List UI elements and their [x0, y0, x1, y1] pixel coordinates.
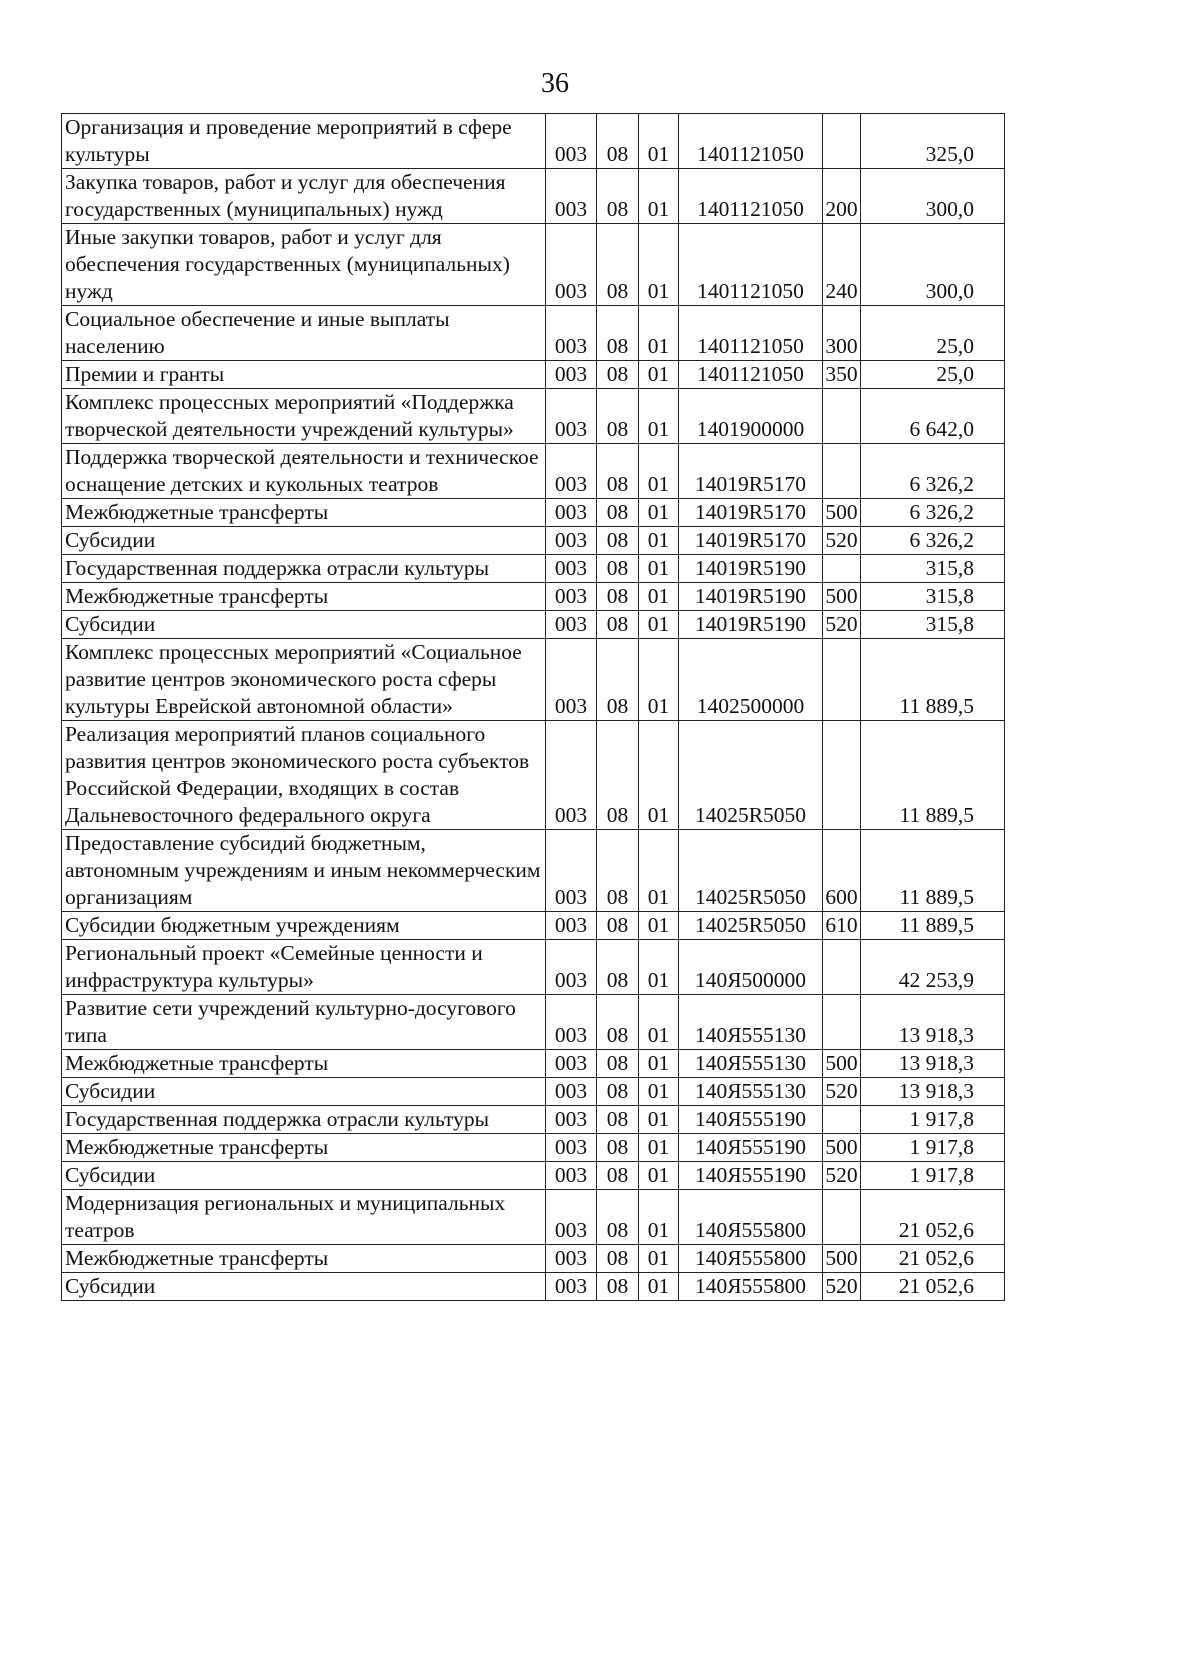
subsection-code-cell: 01	[639, 1134, 679, 1162]
amount-cell: 1 917,8	[861, 1162, 1005, 1190]
table-row	[62, 169, 1005, 224]
table-row	[62, 527, 1005, 555]
section-code-cell: 08	[597, 527, 639, 555]
subsection-code-cell: 01	[639, 389, 679, 444]
section-code-cell: 08	[597, 444, 639, 499]
subsection-code-cell: 01	[639, 1050, 679, 1078]
ministry-code-cell: 003	[546, 169, 597, 224]
subsection-code-cell: 01	[639, 1106, 679, 1134]
subsection-code-cell: 01	[639, 114, 679, 169]
target-article-cell: 140Я555130	[679, 1050, 823, 1078]
subsection-code-cell: 01	[639, 1162, 679, 1190]
expense-type-cell	[823, 555, 861, 583]
target-article-cell: 14025R5050	[679, 912, 823, 940]
target-article-cell: 14025R5050	[679, 721, 823, 830]
row-name-cell: Межбюджетные трансферты	[62, 1050, 546, 1078]
section-code-cell: 08	[597, 830, 639, 912]
table-row	[62, 389, 1005, 444]
row-name-cell: Государственная поддержка отрасли культуры	[62, 1106, 546, 1134]
subsection-code-cell: 01	[639, 306, 679, 361]
row-name-cell: Социальное обеспечение и иные выплаты населению	[62, 306, 546, 361]
target-article-cell: 140Я555130	[679, 1078, 823, 1106]
amount-cell: 6 326,2	[861, 499, 1005, 527]
expense-type-cell: 500	[823, 1134, 861, 1162]
section-code-cell: 08	[597, 1273, 639, 1301]
target-article-cell: 14019R5170	[679, 527, 823, 555]
subsection-code-cell: 01	[639, 444, 679, 499]
amount-cell: 6 642,0	[861, 389, 1005, 444]
target-article-cell: 1401121050	[679, 306, 823, 361]
target-article-cell: 1401900000	[679, 389, 823, 444]
table-row	[62, 499, 1005, 527]
table-row	[62, 1245, 1005, 1273]
subsection-code-cell: 01	[639, 721, 679, 830]
row-name-cell: Межбюджетные трансферты	[62, 1134, 546, 1162]
row-name-cell: Межбюджетные трансферты	[62, 1245, 546, 1273]
row-name-cell: Комплекс процессных мероприятий «Поддержка творческой деятельности учреждений культуры»	[62, 389, 546, 444]
table-row	[62, 940, 1005, 995]
expense-type-cell: 500	[823, 1050, 861, 1078]
amount-cell: 325,0	[861, 114, 1005, 169]
table-row	[62, 721, 1005, 830]
amount-cell: 25,0	[861, 306, 1005, 361]
ministry-code-cell: 003	[546, 995, 597, 1050]
target-article-cell: 140Я555130	[679, 995, 823, 1050]
row-name-cell: Комплекс процессных мероприятий «Социальное развитие центров экономического роста сферы культуры Еврейской автономной области»	[62, 639, 546, 721]
amount-cell: 21 052,6	[861, 1190, 1005, 1245]
expense-type-cell	[823, 940, 861, 995]
amount-cell: 13 918,3	[861, 995, 1005, 1050]
ministry-code-cell: 003	[546, 306, 597, 361]
ministry-code-cell: 003	[546, 830, 597, 912]
amount-cell: 315,8	[861, 555, 1005, 583]
expense-type-cell	[823, 995, 861, 1050]
subsection-code-cell: 01	[639, 224, 679, 306]
amount-cell: 42 253,9	[861, 940, 1005, 995]
amount-cell: 300,0	[861, 169, 1005, 224]
ministry-code-cell: 003	[546, 114, 597, 169]
section-code-cell: 08	[597, 1050, 639, 1078]
row-name-cell: Организация и проведение мероприятий в сфере культуры	[62, 114, 546, 169]
section-code-cell: 08	[597, 306, 639, 361]
ministry-code-cell: 003	[546, 389, 597, 444]
row-name-cell: Модернизация региональных и муниципальных театров	[62, 1190, 546, 1245]
section-code-cell: 08	[597, 555, 639, 583]
row-name-cell: Региональный проект «Семейные ценности и инфраструктура культуры»	[62, 940, 546, 995]
subsection-code-cell: 01	[639, 1190, 679, 1245]
table-row	[62, 912, 1005, 940]
amount-cell: 315,8	[861, 583, 1005, 611]
ministry-code-cell: 003	[546, 1134, 597, 1162]
table-row	[62, 639, 1005, 721]
amount-cell: 11 889,5	[861, 639, 1005, 721]
row-name-cell: Субсидии	[62, 1273, 546, 1301]
table-row	[62, 611, 1005, 639]
section-code-cell: 08	[597, 1078, 639, 1106]
ministry-code-cell: 003	[546, 555, 597, 583]
amount-cell: 13 918,3	[861, 1050, 1005, 1078]
budget-table	[61, 113, 1005, 1301]
row-name-cell: Поддержка творческой деятельности и техническое оснащение детских и кукольных театров	[62, 444, 546, 499]
expense-type-cell: 300	[823, 306, 861, 361]
section-code-cell: 08	[597, 1162, 639, 1190]
expense-type-cell: 240	[823, 224, 861, 306]
section-code-cell: 08	[597, 361, 639, 389]
budget-table-body	[62, 114, 1005, 1301]
row-name-cell: Межбюджетные трансферты	[62, 499, 546, 527]
section-code-cell: 08	[597, 912, 639, 940]
expense-type-cell	[823, 444, 861, 499]
row-name-cell: Субсидии бюджетным учреждениям	[62, 912, 546, 940]
section-code-cell: 08	[597, 1190, 639, 1245]
subsection-code-cell: 01	[639, 912, 679, 940]
expense-type-cell	[823, 1106, 861, 1134]
section-code-cell: 08	[597, 611, 639, 639]
target-article-cell: 140Я500000	[679, 940, 823, 995]
expense-type-cell: 520	[823, 1078, 861, 1106]
section-code-cell: 08	[597, 639, 639, 721]
expense-type-cell: 500	[823, 583, 861, 611]
expense-type-cell	[823, 114, 861, 169]
expense-type-cell: 500	[823, 499, 861, 527]
target-article-cell: 1402500000	[679, 639, 823, 721]
section-code-cell: 08	[597, 721, 639, 830]
row-name-cell: Государственная поддержка отрасли культуры	[62, 555, 546, 583]
section-code-cell: 08	[597, 114, 639, 169]
row-name-cell: Закупка товаров, работ и услуг для обеспечения государственных (муниципальных) нужд	[62, 169, 546, 224]
section-code-cell: 08	[597, 499, 639, 527]
row-name-cell: Межбюджетные трансферты	[62, 583, 546, 611]
target-article-cell: 140Я555800	[679, 1190, 823, 1245]
table-row	[62, 583, 1005, 611]
subsection-code-cell: 01	[639, 499, 679, 527]
expense-type-cell: 520	[823, 527, 861, 555]
amount-cell: 11 889,5	[861, 721, 1005, 830]
row-name-cell: Развитие сети учреждений культурно-досугового типа	[62, 995, 546, 1050]
subsection-code-cell: 01	[639, 940, 679, 995]
expense-type-cell: 500	[823, 1245, 861, 1273]
subsection-code-cell: 01	[639, 361, 679, 389]
expense-type-cell	[823, 639, 861, 721]
amount-cell: 1 917,8	[861, 1134, 1005, 1162]
amount-cell: 1 917,8	[861, 1106, 1005, 1134]
expense-type-cell	[823, 721, 861, 830]
ministry-code-cell: 003	[546, 1273, 597, 1301]
subsection-code-cell: 01	[639, 169, 679, 224]
subsection-code-cell: 01	[639, 555, 679, 583]
row-name-cell: Реализация мероприятий планов социального развития центров экономического роста субъектов Российской Федерации, входящих в состав Дальневосточного федерального округа	[62, 721, 546, 830]
table-row	[62, 1190, 1005, 1245]
amount-cell: 6 326,2	[861, 527, 1005, 555]
ministry-code-cell: 003	[546, 1050, 597, 1078]
subsection-code-cell: 01	[639, 611, 679, 639]
ministry-code-cell: 003	[546, 1078, 597, 1106]
row-name-cell: Предоставление субсидий бюджетным, автономным учреждениям и иным некоммерческим организациям	[62, 830, 546, 912]
subsection-code-cell: 01	[639, 995, 679, 1050]
table-row	[62, 444, 1005, 499]
row-name-cell: Субсидии	[62, 611, 546, 639]
expense-type-cell: 520	[823, 1162, 861, 1190]
expense-type-cell	[823, 1190, 861, 1245]
ministry-code-cell: 003	[546, 639, 597, 721]
amount-cell: 21 052,6	[861, 1273, 1005, 1301]
target-article-cell: 14019R5170	[679, 499, 823, 527]
table-row	[62, 1162, 1005, 1190]
target-article-cell: 1401121050	[679, 361, 823, 389]
subsection-code-cell: 01	[639, 639, 679, 721]
table-row	[62, 306, 1005, 361]
ministry-code-cell: 003	[546, 1162, 597, 1190]
section-code-cell: 08	[597, 224, 639, 306]
ministry-code-cell: 003	[546, 1106, 597, 1134]
amount-cell: 25,0	[861, 361, 1005, 389]
target-article-cell: 140Я555800	[679, 1273, 823, 1301]
section-code-cell: 08	[597, 1245, 639, 1273]
expense-type-cell: 520	[823, 611, 861, 639]
ministry-code-cell: 003	[546, 611, 597, 639]
section-code-cell: 08	[597, 940, 639, 995]
subsection-code-cell: 01	[639, 527, 679, 555]
section-code-cell: 08	[597, 1106, 639, 1134]
page-number: 36	[541, 68, 569, 99]
target-article-cell: 14019R5190	[679, 583, 823, 611]
section-code-cell: 08	[597, 995, 639, 1050]
row-name-cell: Иные закупки товаров, работ и услуг для обеспечения государственных (муниципальных) нужд	[62, 224, 546, 306]
target-article-cell: 140Я555190	[679, 1162, 823, 1190]
ministry-code-cell: 003	[546, 361, 597, 389]
ministry-code-cell: 003	[546, 583, 597, 611]
amount-cell: 21 052,6	[861, 1245, 1005, 1273]
subsection-code-cell: 01	[639, 1245, 679, 1273]
table-row	[62, 1078, 1005, 1106]
ministry-code-cell: 003	[546, 721, 597, 830]
table-row	[62, 361, 1005, 389]
target-article-cell: 1401121050	[679, 114, 823, 169]
target-article-cell: 14019R5190	[679, 555, 823, 583]
row-name-cell: Субсидии	[62, 1162, 546, 1190]
amount-cell: 11 889,5	[861, 912, 1005, 940]
ministry-code-cell: 003	[546, 1190, 597, 1245]
expense-type-cell: 520	[823, 1273, 861, 1301]
table-row	[62, 1106, 1005, 1134]
target-article-cell: 140Я555800	[679, 1245, 823, 1273]
subsection-code-cell: 01	[639, 1078, 679, 1106]
table-row	[62, 114, 1005, 169]
amount-cell: 315,8	[861, 611, 1005, 639]
section-code-cell: 08	[597, 1134, 639, 1162]
amount-cell: 6 326,2	[861, 444, 1005, 499]
subsection-code-cell: 01	[639, 830, 679, 912]
table-row	[62, 224, 1005, 306]
amount-cell: 13 918,3	[861, 1078, 1005, 1106]
ministry-code-cell: 003	[546, 527, 597, 555]
target-article-cell: 14019R5170	[679, 444, 823, 499]
row-name-cell: Субсидии	[62, 527, 546, 555]
target-article-cell: 14025R5050	[679, 830, 823, 912]
expense-type-cell	[823, 389, 861, 444]
amount-cell: 300,0	[861, 224, 1005, 306]
table-row	[62, 1050, 1005, 1078]
row-name-cell: Субсидии	[62, 1078, 546, 1106]
ministry-code-cell: 003	[546, 444, 597, 499]
target-article-cell: 14019R5190	[679, 611, 823, 639]
subsection-code-cell: 01	[639, 1273, 679, 1301]
ministry-code-cell: 003	[546, 499, 597, 527]
ministry-code-cell: 003	[546, 912, 597, 940]
subsection-code-cell: 01	[639, 583, 679, 611]
table-row	[62, 995, 1005, 1050]
target-article-cell: 1401121050	[679, 224, 823, 306]
ministry-code-cell: 003	[546, 224, 597, 306]
ministry-code-cell: 003	[546, 940, 597, 995]
expense-type-cell: 200	[823, 169, 861, 224]
section-code-cell: 08	[597, 389, 639, 444]
expense-type-cell: 610	[823, 912, 861, 940]
row-name-cell: Премии и гранты	[62, 361, 546, 389]
table-row	[62, 1134, 1005, 1162]
target-article-cell: 140Я555190	[679, 1134, 823, 1162]
table-row	[62, 1273, 1005, 1301]
section-code-cell: 08	[597, 169, 639, 224]
ministry-code-cell: 003	[546, 1245, 597, 1273]
expense-type-cell: 600	[823, 830, 861, 912]
table-row	[62, 830, 1005, 912]
section-code-cell: 08	[597, 583, 639, 611]
target-article-cell: 140Я555190	[679, 1106, 823, 1134]
table-row	[62, 555, 1005, 583]
expense-type-cell: 350	[823, 361, 861, 389]
amount-cell: 11 889,5	[861, 830, 1005, 912]
target-article-cell: 1401121050	[679, 169, 823, 224]
